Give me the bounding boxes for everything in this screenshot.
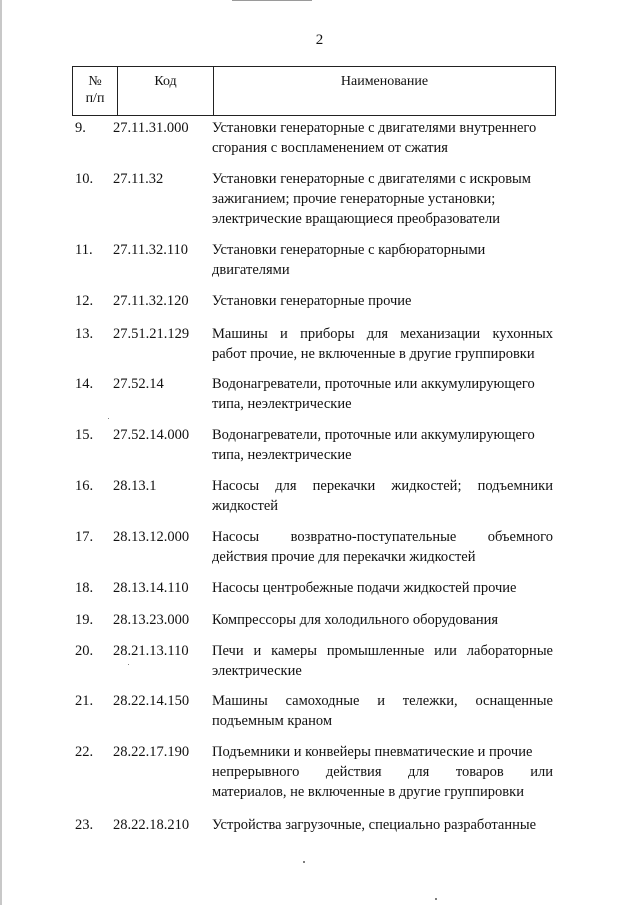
row-code: 28.22.17.190 bbox=[113, 744, 190, 760]
row-name-line: Машины самоходные и тележки, оснащенные bbox=[212, 693, 553, 709]
header-num-cell bbox=[73, 67, 118, 116]
row-code: 27.11.32 bbox=[113, 171, 164, 187]
row-number: 17. bbox=[75, 529, 94, 545]
row-name-line: двигателями bbox=[212, 262, 290, 278]
row-code: 28.22.14.150 bbox=[113, 693, 190, 709]
row-name-line: типа, неэлектрические bbox=[212, 396, 352, 412]
row-name-line: зажиганием; прочие генераторные установки; bbox=[212, 191, 496, 207]
row-number: 22. bbox=[75, 744, 94, 760]
row-code: 28.13.12.000 bbox=[113, 529, 190, 545]
left-edge-line bbox=[0, 0, 2, 905]
row-number: 19. bbox=[75, 612, 94, 628]
scan-speck bbox=[128, 664, 129, 665]
row-number: 20. bbox=[75, 643, 94, 659]
row-name-line: Печи и камеры промышленные или лабораторные bbox=[212, 643, 553, 659]
header-num-abbrev: п/п bbox=[85, 91, 105, 106]
row-name-line: Установки генераторные с двигателями с искровым bbox=[212, 171, 531, 187]
page-number: 2 bbox=[315, 32, 324, 48]
row-number: 23. bbox=[75, 817, 94, 833]
row-name-line: действия прочие для перекачки жидкостей bbox=[212, 549, 476, 565]
row-number: 13. bbox=[75, 326, 94, 342]
row-number: 21. bbox=[75, 693, 94, 709]
row-name bbox=[212, 742, 553, 802]
row-name bbox=[212, 578, 553, 598]
row-name bbox=[212, 527, 553, 567]
row-code: 27.11.32.110 bbox=[113, 242, 189, 258]
row-name-line: непрерывного действия для товаров или bbox=[212, 764, 553, 780]
row-name-line: электрические вращающиеся преобразователи bbox=[212, 211, 500, 227]
header-num-symbol: № bbox=[88, 74, 102, 89]
row-number: 15. bbox=[75, 427, 94, 443]
top-edge-line bbox=[232, 0, 312, 1]
row-name-line: материалов, не включенные в другие группировки bbox=[212, 784, 524, 800]
row-name bbox=[212, 610, 553, 630]
row-code: 28.13.14.110 bbox=[113, 580, 189, 596]
row-code: 28.13.1 bbox=[113, 478, 157, 494]
row-name bbox=[212, 291, 553, 311]
row-code: 27.11.31.000 bbox=[113, 120, 189, 136]
header-name-cell: Наименование bbox=[214, 67, 556, 116]
table-header bbox=[72, 66, 556, 116]
row-name-line: Машины и приборы для механизации кухонных bbox=[212, 326, 553, 342]
row-name bbox=[212, 118, 553, 158]
row-number: 10. bbox=[75, 171, 94, 187]
row-name-line: жидкостей bbox=[212, 498, 279, 514]
scan-speck bbox=[303, 861, 305, 863]
row-name-line: Подъемники и конвейеры пневматические и прочие bbox=[212, 744, 533, 760]
row-number: 16. bbox=[75, 478, 94, 494]
row-name bbox=[212, 815, 553, 835]
row-name-line: типа, неэлектрические bbox=[212, 447, 352, 463]
row-code: 27.52.14 bbox=[113, 376, 164, 392]
row-number: 11. bbox=[75, 242, 93, 258]
row-number: 18. bbox=[75, 580, 94, 596]
row-number: 14. bbox=[75, 376, 94, 392]
row-name bbox=[212, 324, 553, 364]
row-code: 28.13.23.000 bbox=[113, 612, 190, 628]
row-name-line: электрические bbox=[212, 663, 302, 679]
row-name-line: Компрессоры для холодильного оборудования bbox=[212, 612, 499, 628]
row-name bbox=[212, 169, 553, 229]
scan-speck bbox=[108, 418, 109, 419]
row-name-line: Устройства загрузочные, специально разработанные bbox=[212, 817, 537, 833]
row-name-line: Насосы возвратно-поступательные объемного bbox=[212, 529, 553, 545]
row-name-line: Установки генераторные прочие bbox=[212, 293, 412, 309]
scan-speck bbox=[435, 898, 437, 900]
row-name bbox=[212, 476, 553, 516]
row-name-line: Установки генераторные с двигателями внутреннего bbox=[212, 120, 537, 136]
row-name-line: Водонагреватели, проточные или аккумулирующего bbox=[212, 427, 535, 443]
row-code: 28.22.18.210 bbox=[113, 817, 190, 833]
row-code: 28.21.13.110 bbox=[113, 643, 189, 659]
row-name bbox=[212, 425, 553, 465]
header-code-cell: Код bbox=[118, 67, 214, 116]
row-name bbox=[212, 374, 553, 414]
row-number: 12. bbox=[75, 293, 94, 309]
row-name-line: Установки генераторные с карбюраторными bbox=[212, 242, 486, 258]
row-name bbox=[212, 240, 553, 280]
row-name-line: Водонагреватели, проточные или аккумулирующего bbox=[212, 376, 535, 392]
row-name-line: подъемным краном bbox=[212, 713, 333, 729]
row-code: 27.11.32.120 bbox=[113, 293, 189, 309]
row-name-line: сгорания с воспламенением от сжатия bbox=[212, 140, 448, 156]
row-name bbox=[212, 691, 553, 731]
row-name-line: работ прочие, не включенные в другие группировки bbox=[212, 346, 535, 362]
row-code: 27.52.14.000 bbox=[113, 427, 190, 443]
row-number: 9. bbox=[75, 120, 86, 136]
row-name-line: Насосы для перекачки жидкостей; подъемники bbox=[212, 478, 553, 494]
row-name-line: Насосы центробежные подачи жидкостей прочие bbox=[212, 580, 517, 596]
row-code: 27.51.21.129 bbox=[113, 326, 190, 342]
row-name bbox=[212, 641, 553, 681]
